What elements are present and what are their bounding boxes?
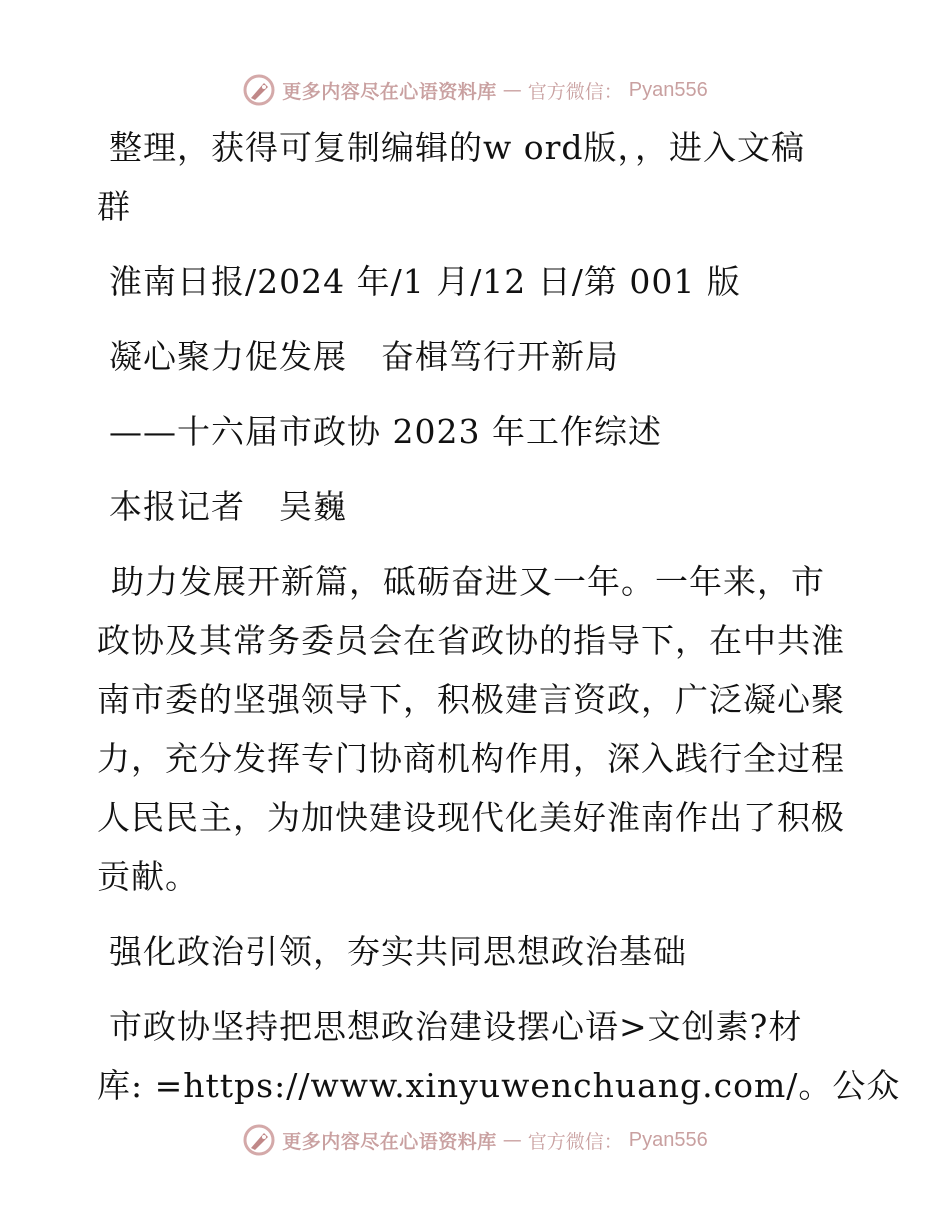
document-body: [97, 118, 901, 1115]
source-line: 淮南日报/2024 年/1 月/12 日/第 001 版: [109, 262, 741, 301]
bottom-watermark-banner: [0, 1120, 950, 1160]
watermark-wechat-label: 官方微信：: [527, 1130, 623, 1153]
watermark-wechat-id: Pyan556: [628, 78, 708, 101]
paragraph-2-line-1: 市政协坚持把思想政治建设摆心语>文创素?材: [109, 1007, 803, 1046]
pen-nib-logo-icon: [242, 1123, 276, 1157]
headline: 凝心聚力促发展 奋楫笃行开新局: [109, 337, 619, 376]
watermark-site-text: 更多内容尽在心语资料库: [282, 1130, 497, 1153]
paragraph-2-line-2: 库: =https://www.xinyuwenchuang.com/。公众: [97, 1066, 901, 1105]
paragraph-1: 助力发展开新篇，砥砺奋进又一年。一年来，市政协及其常务委员会在省政协的指导下，在中共淮南市委的坚强领导下，积极建言资政，广泛凝心聚力，充分发挥专门协商机构作用，深入践行全过程人民民主，为加快建设现代化美好淮南作出了积极贡献。: [97, 562, 845, 896]
subheadline: ——十六届市政协 2023 年工作综述: [109, 412, 662, 451]
byline: 本报记者 吴巍: [109, 487, 347, 526]
intro-line-2: 群: [97, 187, 131, 226]
pen-nib-logo-icon: [242, 73, 276, 107]
top-watermark-banner: [0, 70, 950, 110]
watermark-site-text: 更多内容尽在心语资料库: [282, 80, 497, 103]
watermark-separator: —: [502, 1129, 522, 1151]
intro-line-1: 整理，获得可复制编辑的w ord版，，进入文稿: [109, 128, 806, 167]
watermark-wechat-label: 官方微信：: [527, 80, 623, 103]
section-1-heading: 强化政治引领，夯实共同思想政治基础: [109, 932, 687, 971]
watermark-separator: —: [502, 79, 522, 101]
watermark-wechat-id: Pyan556: [628, 1128, 708, 1151]
